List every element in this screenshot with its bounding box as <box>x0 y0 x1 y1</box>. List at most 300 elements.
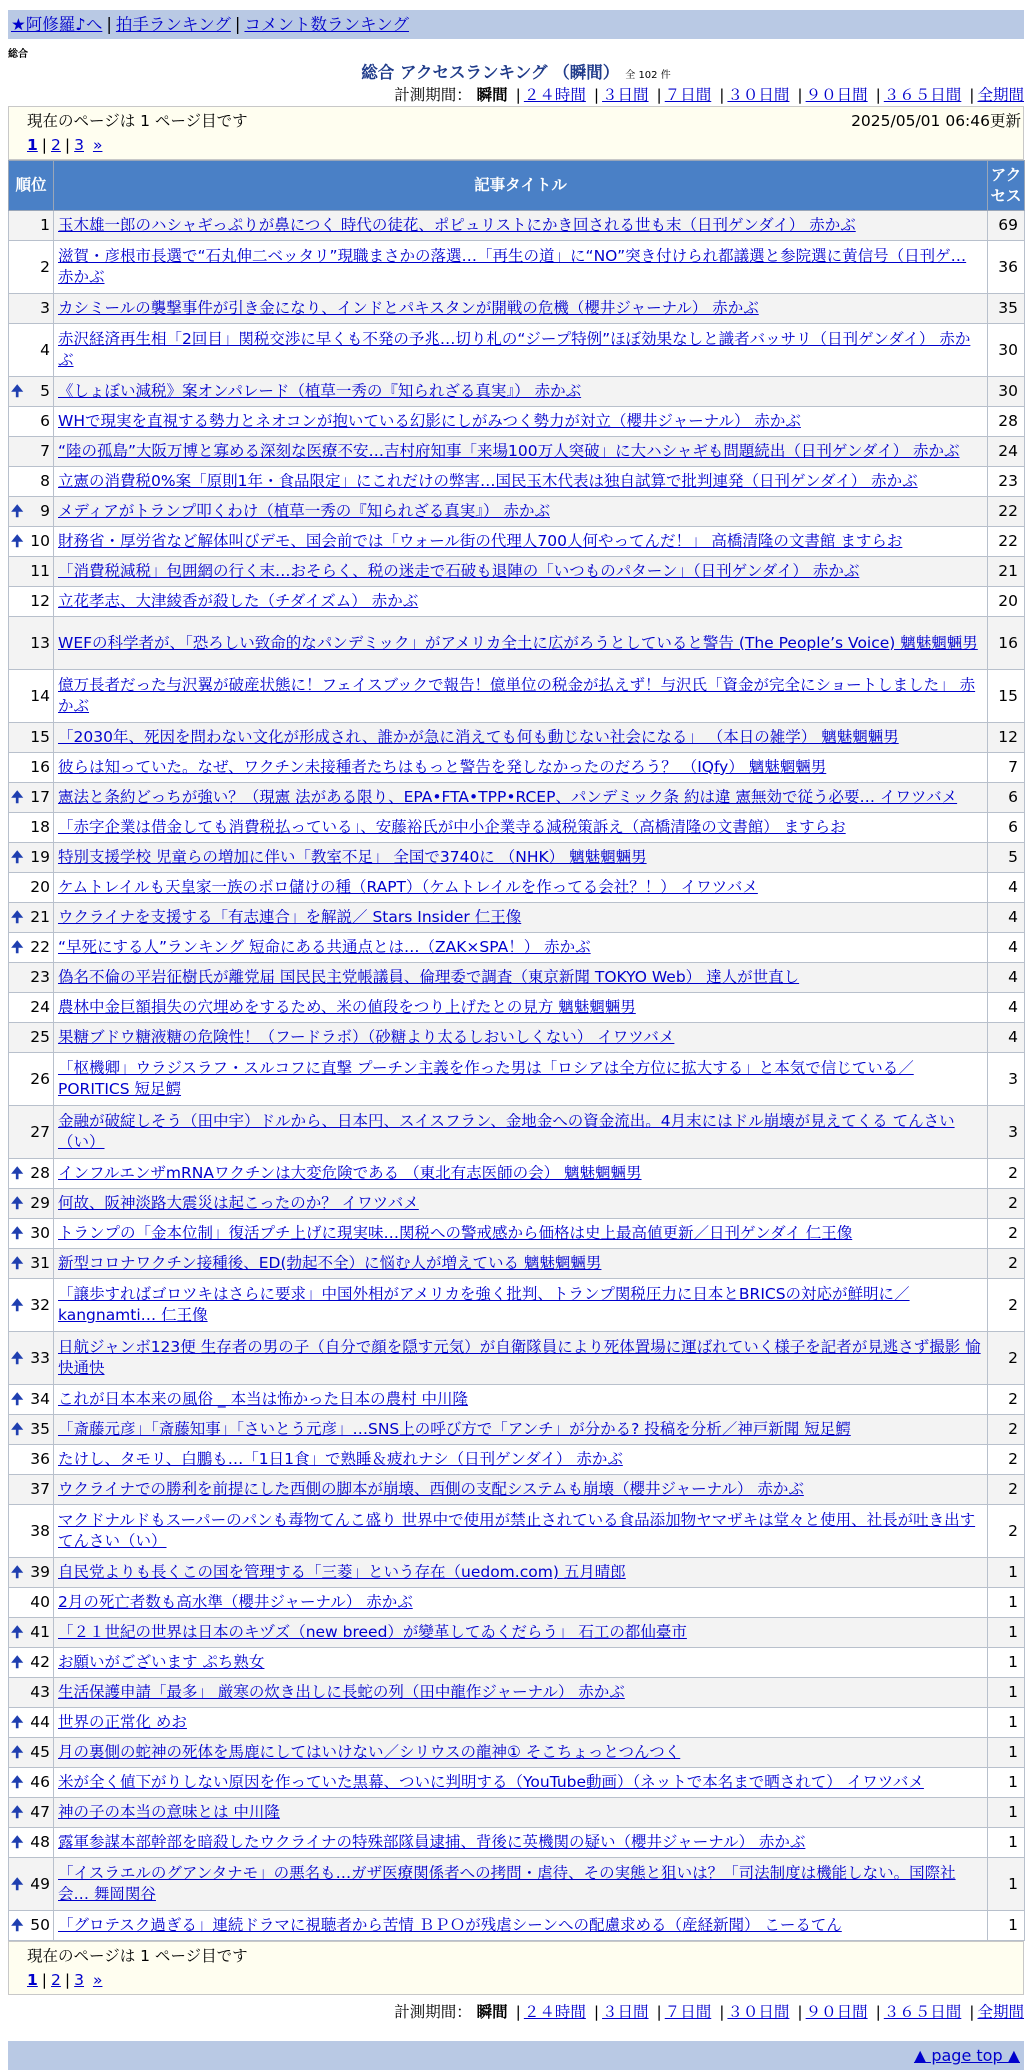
table-row <box>9 1475 1025 1505</box>
title-cell <box>54 1159 988 1189</box>
table-row <box>9 753 1025 783</box>
up-arrow-icon: 🠉 <box>11 1833 24 1851</box>
ranking-title: 総合 アクセスランキング （瞬間） <box>361 63 620 82</box>
rank-number: 41 <box>30 1623 50 1641</box>
rank-number: 27 <box>30 1122 50 1141</box>
access-count: 1 <box>988 1738 1025 1768</box>
rank-number: 25 <box>30 1028 50 1046</box>
title-cell <box>54 324 988 377</box>
up-arrow-icon: 🠉 <box>11 1390 24 1408</box>
article-link[interactable]: 「2030年、死因を問わない文化が形成され、誰かが急に消えても何も動じない社会になる」 （本日の雑学） 魑魅魍魎男 <box>58 728 899 746</box>
article-link[interactable]: 「グロテスク過ぎる」連続ドラマに視聴者から苦情 ＢＰＯが残虐シーンへの配慮求める（産経新聞） こーるてん <box>58 1916 842 1934</box>
rank-cell <box>9 1106 54 1159</box>
table-row <box>9 1189 1025 1219</box>
title-cell <box>54 670 988 723</box>
nav-sep: | <box>106 15 112 34</box>
rank-number: 10 <box>30 532 50 550</box>
article-link[interactable]: 日航ジャンボ123便 生存者の男の子（自分で顔を隠す元気）が自衛隊員により死体置場に運ばれていく様子を記者が見逃さず撮影 愉快通快 <box>58 1338 981 1377</box>
rank-cell <box>9 723 54 753</box>
article-link[interactable]: 「２１世紀の世界は日本のキヅズ（new breed）が變革してゐくだらう」 石工の都仙臺市 <box>58 1623 687 1641</box>
period-sep: | <box>593 2003 600 2021</box>
title-cell <box>54 527 988 557</box>
home-link[interactable]: ★阿修羅♪へ <box>11 15 103 34</box>
title-cell <box>54 1106 988 1159</box>
access-count: 6 <box>988 813 1025 843</box>
access-count: 3 <box>988 1106 1025 1159</box>
rank-cell <box>9 933 54 963</box>
table-row <box>9 1678 1025 1708</box>
access-count: 2 <box>988 1415 1025 1445</box>
article-link[interactable]: WHで現実を直視する勢力とネオコンが抱いている幻影にしがみつく勢力が対立（櫻井ジャーナル） 赤かぶ <box>58 412 801 430</box>
table-row <box>9 1106 1025 1159</box>
access-count: 1 <box>988 1768 1025 1798</box>
up-arrow-icon: 🠉 <box>11 1874 24 1893</box>
rank-cell <box>9 1023 54 1053</box>
access-count: 1 <box>988 1678 1025 1708</box>
rank-cell <box>9 1445 54 1475</box>
table-row <box>9 1648 1025 1678</box>
table-row <box>9 1053 1025 1106</box>
period-option[interactable]: ９０日間 <box>805 86 868 104</box>
access-count: 1 <box>988 1858 1025 1911</box>
title-cell <box>54 241 988 294</box>
clap-ranking-link[interactable]: 拍手ランキング <box>115 15 231 34</box>
period-current: 瞬間 <box>476 86 508 104</box>
rank-cell <box>9 783 54 813</box>
rank-cell <box>9 1505 54 1558</box>
article-link[interactable]: 農林中金巨額損失の穴埋めをするため、米の値段をつり上げたとの見方 魑魅魍魎男 <box>58 998 636 1016</box>
table-row <box>9 723 1025 753</box>
access-count: 3 <box>988 1053 1025 1106</box>
table-row <box>9 963 1025 993</box>
access-count: 2 <box>988 1332 1025 1385</box>
title-cell <box>54 903 988 933</box>
table-row <box>9 1911 1025 1941</box>
period-label: 計測期間： <box>394 2003 472 2021</box>
article-link[interactable]: 金融が破綻しそう（田中宇）ドルから、日本円、スイスフラン、金地金への資金流出。4月末にはドル崩壊が見えてくる てんさい（い） <box>58 1112 955 1151</box>
article-link[interactable]: 憲法と条約どっちが強い？（現憲 法がある限り、EPA•FTA•TPP•RCEP、パンデミック条 約は違 憲無効で従う必要… イワツバメ <box>58 788 958 806</box>
access-count: 2 <box>988 1279 1025 1332</box>
period-option[interactable]: 全期間 <box>977 86 1024 104</box>
rank-cell <box>9 873 54 903</box>
rank-number: 22 <box>30 938 50 956</box>
article-link[interactable]: 財務省・厚労省など解体叫びデモ、国会前では「ウォール街の代理人700人何やってんだ！」 高橋清隆の文書館 ますらお <box>58 532 903 550</box>
period-sep: | <box>656 86 662 104</box>
ranking-table <box>8 160 1025 1941</box>
rank-number: 29 <box>30 1194 50 1212</box>
up-arrow-icon: 🠉 <box>11 938 24 956</box>
rank-cell <box>9 241 54 294</box>
access-count: 4 <box>988 903 1025 933</box>
comment-ranking-link[interactable]: コメント数ランキング <box>244 15 409 34</box>
table-row <box>9 294 1025 324</box>
access-count: 7 <box>988 753 1025 783</box>
access-count: 1 <box>988 1798 1025 1828</box>
access-count: 22 <box>988 497 1025 527</box>
access-count: 4 <box>988 1023 1025 1053</box>
rank-cell <box>9 963 54 993</box>
title-cell <box>54 1445 988 1475</box>
rank-number: 23 <box>30 968 50 986</box>
rank-number: 6 <box>40 412 50 430</box>
rank-cell <box>9 1911 54 1941</box>
up-arrow-icon: 🠉 <box>11 1348 24 1367</box>
article-link[interactable]: 立花孝志、大津綾香が殺した（チダイズム） 赤かぶ <box>58 592 419 610</box>
period-sep: | <box>719 86 725 104</box>
page-status-bottom: 現在のページは 1 ページ目です <box>27 1947 248 1965</box>
article-link[interactable]: マクドナルドもスーパーのパンも毒物てんこ盛り 世界中で使用が禁止されている食品添加物ヤマザキは堂々と使用、社長が吐き出す てんさい（い） <box>58 1511 976 1550</box>
rank-number: 45 <box>30 1743 50 1761</box>
title-cell <box>54 1249 988 1279</box>
updated-timestamp: 2025/05/01 06:46更新 <box>851 112 1021 130</box>
table-row <box>9 377 1025 407</box>
next-page-link[interactable]: » <box>92 1971 103 1989</box>
up-arrow-icon: 🠉 <box>11 1194 24 1212</box>
article-link[interactable]: インフルエンザmRNAワクチンは大変危険である （東北有志医師の会） 魑魅魍魎男 <box>58 1164 642 1182</box>
title-cell <box>54 1505 988 1558</box>
rank-number: 31 <box>30 1254 50 1272</box>
up-arrow-icon: 🠉 <box>11 1653 24 1671</box>
article-link[interactable]: 立憲の消費税0%案「原則1年・食品限定」にこれだけの弊害…国民玉木代表は独自試算で批判連発（日刊ゲンダイ） 赤かぶ <box>58 472 918 490</box>
title-cell <box>54 587 988 617</box>
top-nav <box>8 10 1024 39</box>
page-top-link[interactable]: ▲ page top ▲ <box>913 2046 1020 2065</box>
article-link[interactable]: “陸の孤島”大阪万博と寡める深刻な医療不安…吉村府知事「来場100万人突破」に大ハシャギも問題続出（日刊ゲンダイ） 赤かぶ <box>58 442 960 460</box>
access-count: 1 <box>988 1708 1025 1738</box>
up-arrow-icon: 🠉 <box>11 788 24 806</box>
article-link[interactable]: 玉木雄一郎のハシャギっぷりが鼻につく 時代の徒花、ポピュリストにかき回される世も末（日刊ゲンダイ） 赤かぶ <box>58 216 856 234</box>
article-link[interactable]: 「消費税減税」包囲網の行く末…おそらく、税の迷走で石破も退陣の「いつものパターン」（日刊ゲンダイ） 赤かぶ <box>58 562 860 580</box>
article-link[interactable]: 露軍参謀本部幹部を暗殺したウクライナの特殊部隊員逮捕、背後に英機関の疑い（櫻井ジャーナル） 赤かぶ <box>58 1833 806 1851</box>
title-cell <box>54 1738 988 1768</box>
rank-number: 18 <box>30 818 50 836</box>
page-link[interactable]: 2 <box>51 1971 61 1989</box>
rank-cell <box>9 753 54 783</box>
access-count: 1 <box>988 1648 1025 1678</box>
rank-cell <box>9 497 54 527</box>
table-row <box>9 407 1025 437</box>
article-link[interactable]: 果糖ブドウ糖液糖の危険性！（フードラボ）（砂糖より太るしおいしくない） イワツバメ <box>58 1028 675 1046</box>
rank-number: 4 <box>40 340 50 359</box>
rank-cell <box>9 843 54 873</box>
title-cell <box>54 1708 988 1738</box>
access-count: 2 <box>988 1249 1025 1279</box>
table-row <box>9 1385 1025 1415</box>
article-link[interactable]: 「赤字企業は借金しても消費税払っている」、安藤裕氏が中小企業寺る減税策訴え（高橋清隆の文書館） ますらお <box>58 818 846 836</box>
table-row <box>9 1159 1025 1189</box>
title-cell <box>54 467 988 497</box>
page-link-current[interactable]: 1 <box>27 1971 38 1989</box>
title-cell <box>54 211 988 241</box>
title-cell <box>54 1219 988 1249</box>
access-count: 36 <box>988 241 1025 294</box>
title-cell <box>54 963 988 993</box>
period-option[interactable]: ２４時間 <box>523 86 586 104</box>
table-row <box>9 557 1025 587</box>
rank-number: 40 <box>30 1593 50 1611</box>
table-header <box>9 161 1025 211</box>
up-arrow-icon: 🠉 <box>11 908 24 926</box>
period-option[interactable]: ３日間 <box>602 2003 649 2021</box>
access-count: 30 <box>988 377 1025 407</box>
article-link[interactable]: 米が全く値下がりしない原因を作っていた黒幕、ついに判明する（YouTube動画）（ネットで本名まで晒されて） イワツバメ <box>58 1773 924 1791</box>
rank-number: 44 <box>30 1713 50 1731</box>
rank-number: 16 <box>30 758 50 776</box>
title-cell <box>54 1023 988 1053</box>
rank-number: 11 <box>30 562 50 580</box>
rank-number: 9 <box>40 502 50 520</box>
title-cell <box>54 497 988 527</box>
article-link[interactable]: 神の子の本当の意味とは 中川隆 <box>58 1803 280 1821</box>
access-count: 12 <box>988 723 1025 753</box>
access-count: 4 <box>988 963 1025 993</box>
period-option[interactable]: ９０日間 <box>805 2003 868 2021</box>
rank-number: 20 <box>30 878 50 896</box>
table-row <box>9 1858 1025 1911</box>
access-count: 30 <box>988 324 1025 377</box>
title-cell <box>54 1588 988 1618</box>
table-row <box>9 497 1025 527</box>
access-count: 23 <box>988 467 1025 497</box>
title-cell <box>54 1858 988 1911</box>
up-arrow-icon: 🠉 <box>11 1916 24 1934</box>
up-arrow-icon: 🠉 <box>11 1420 24 1438</box>
period-sep: | <box>515 2003 521 2021</box>
article-link[interactable]: 「譲歩すればゴロツキはさらに要求」中国外相がアメリカを強く批判、トランプ関税圧力に日本とBRICSの対応が鮮明に／ kangnamti… 仁王像 <box>58 1285 910 1324</box>
rank-cell <box>9 1798 54 1828</box>
rank-cell <box>9 903 54 933</box>
page-sep: | <box>41 1971 48 1989</box>
header-rank: 順位 <box>9 161 54 211</box>
table-row <box>9 1023 1025 1053</box>
article-link[interactable]: ケムトレイルも天皇家一族のボロ儲けの種（RAPT）（ケムトレイルを作ってる会社？！） イワツバメ <box>58 878 758 896</box>
period-sep: | <box>969 86 975 104</box>
rank-cell <box>9 294 54 324</box>
table-row <box>9 783 1025 813</box>
up-arrow-icon: 🠉 <box>11 1803 24 1821</box>
article-link[interactable]: 偽名不倫の平岩征樹氏が離党届 国民民主党帳議員、倫理委で調査（東京新聞 TOKYO Web） 達人が世直し <box>58 968 800 986</box>
article-link[interactable]: 「斎藤元彦」「斎藤知事」「さいとう元彦」…SNS上の呼び方で「アンチ」が分かる? 投稿を分析／神戸新聞 短足鰐 <box>58 1420 851 1438</box>
table-row <box>9 933 1025 963</box>
table-row <box>9 1558 1025 1588</box>
rank-number: 35 <box>30 1420 50 1438</box>
rank-cell <box>9 993 54 1023</box>
article-link[interactable]: 世界の正常化 めお <box>58 1713 187 1731</box>
page-sep: | <box>64 1971 71 1989</box>
period-option[interactable]: ３０日間 <box>727 86 790 104</box>
rank-cell <box>9 1053 54 1106</box>
table-row <box>9 873 1025 903</box>
period-option[interactable]: ３６５日間 <box>883 86 962 104</box>
rank-number: 49 <box>30 1874 50 1893</box>
rank-cell <box>9 437 54 467</box>
article-link[interactable]: 自民党よりも長くこの国を管理する「三菱」という存在（uedom.com) 五月晴郎 <box>58 1563 626 1581</box>
rank-number: 15 <box>30 728 50 746</box>
article-link[interactable]: 滋賀・彦根市長選で“石丸伸二ベッタリ”現職まさかの落選…「再生の道」に“NO”突き付けられ都議選と参院選に黄信号（日刊ゲ… 赤かぶ <box>58 247 967 286</box>
rank-cell <box>9 813 54 843</box>
title-cell <box>54 723 988 753</box>
table-row <box>9 1588 1025 1618</box>
up-arrow-icon: 🠉 <box>11 382 24 400</box>
table-row <box>9 467 1025 497</box>
access-count: 21 <box>988 557 1025 587</box>
title-cell <box>54 783 988 813</box>
rank-cell <box>9 527 54 557</box>
table-row <box>9 903 1025 933</box>
article-link[interactable]: 《しょぼい減税》案オンパレード（植草一秀の『知られざる真実』） 赤かぶ <box>58 382 582 400</box>
period-option[interactable]: ７日間 <box>664 86 712 104</box>
article-link[interactable]: 「イスラエルのグアンタナモ」の悪名も…ガザ医療関係者への拷問・虐待、その実態と狙いは？「司法制度は機能しない。国際社会… 舞岡関谷 <box>58 1864 956 1903</box>
period-option[interactable]: ７日間 <box>664 2003 712 2021</box>
page-sep: | <box>64 136 71 154</box>
rank-cell <box>9 1475 54 1505</box>
table-row <box>9 1618 1025 1648</box>
table-row <box>9 670 1025 723</box>
header-title: 記事タイトル <box>54 161 988 211</box>
period-label: 計測期間： <box>394 86 472 104</box>
article-link[interactable]: 億万長者だった与沢翼が破産状態に！フェイスブックで報告！億単位の税金が払えず！与沢氏「資金が完全にショートしました」 赤かぶ <box>58 676 976 715</box>
rank-cell <box>9 1415 54 1445</box>
article-link[interactable]: 赤沢経済再生相「2回目」関税交渉に早くも不発の予兆…切り札の“ジープ特例”ほぼ効果なしと識者バッサリ（日刊ゲンダイ） 赤かぶ <box>58 330 971 369</box>
rank-cell <box>9 377 54 407</box>
table-row <box>9 993 1025 1023</box>
table-row <box>9 1768 1025 1798</box>
article-link[interactable]: 「枢機卿」ウラジスラフ・スルコフに直撃 プーチン主義を作った男は「ロシアは全方位に拡大する」と本気で信じている／ PORITICS 短足鰐 <box>58 1059 914 1098</box>
access-count: 1 <box>988 1911 1025 1941</box>
rank-cell <box>9 1558 54 1588</box>
title-cell <box>54 1475 988 1505</box>
article-link[interactable]: メディアがトランプ叩くわけ（植草一秀の『知られざる真実』） 赤かぶ <box>58 502 550 520</box>
access-count: 1 <box>988 1558 1025 1588</box>
article-link[interactable]: たけし、タモリ、白鵬も…「1日1食」で熟睡＆疲れナシ（日刊ゲンダイ） 赤かぶ <box>58 1450 623 1468</box>
article-link[interactable]: 彼らは知っていた。なぜ、ワクチン未接種者たちはもっと警告を発しなかったのだろう？ （IQfy） 魑魅魍魎男 <box>58 758 827 776</box>
access-count: 1 <box>988 1828 1025 1858</box>
period-sep: | <box>515 86 521 104</box>
rank-number: 32 <box>30 1295 50 1314</box>
rank-number: 37 <box>30 1480 50 1498</box>
rank-number: 8 <box>40 472 50 490</box>
rank-cell <box>9 1828 54 1858</box>
article-link[interactable]: 月の裏側の蛇神の死体を馬鹿にしてはいけない／シリウスの龍神① そこちょっとつんつく <box>58 1743 681 1761</box>
table-row <box>9 587 1025 617</box>
access-count: 1 <box>988 1618 1025 1648</box>
access-count: 4 <box>988 993 1025 1023</box>
period-sep: | <box>875 2003 881 2021</box>
article-link[interactable]: ウクライナを支援する「有志連合」を解説／ Stars Insider 仁王像 <box>58 908 522 926</box>
nav-sep: | <box>234 15 241 34</box>
period-sep: | <box>797 86 803 104</box>
access-count: 2 <box>988 1445 1025 1475</box>
article-link[interactable]: ウクライナでの勝利を前提にした西側の脚本が崩壊、西側の支配システムも崩壊（櫻井ジャーナル） 赤かぶ <box>58 1480 804 1498</box>
table-row <box>9 1219 1025 1249</box>
next-page-link[interactable]: » <box>92 136 103 154</box>
title-cell <box>54 1385 988 1415</box>
title-cell <box>54 1279 988 1332</box>
rank-number: 43 <box>30 1683 50 1701</box>
table-row <box>9 324 1025 377</box>
title-cell <box>54 437 988 467</box>
rank-cell <box>9 1159 54 1189</box>
up-arrow-icon: 🠉 <box>11 1295 24 1314</box>
pagination <box>27 133 1021 157</box>
access-count: 1 <box>988 1588 1025 1618</box>
page-link[interactable]: 2 <box>51 136 61 154</box>
article-link[interactable]: 生活保護申請「最多」 厳寒の炊き出しに長蛇の列（田中龍作ジャーナル） 赤かぶ <box>58 1683 625 1701</box>
page-link[interactable]: 3 <box>74 1971 85 1989</box>
up-arrow-icon: 🠉 <box>11 532 24 550</box>
article-link[interactable]: これが日本本来の風俗 _ 本当は怖かった日本の農村 中川隆 <box>58 1390 469 1408</box>
period-option[interactable]: ３６５日間 <box>883 2003 962 2021</box>
access-count: 2 <box>988 1475 1025 1505</box>
article-link[interactable]: 特別支援学校 児童らの増加に伴い「教室不足」 全国で3740に （NHK） 魑魅魍魎男 <box>58 848 647 866</box>
up-arrow-icon: 🠉 <box>11 1224 24 1242</box>
header-access: アクセス <box>988 161 1025 211</box>
access-count: 2 <box>988 1385 1025 1415</box>
up-arrow-icon: 🠉 <box>11 1773 24 1791</box>
table-row <box>9 1798 1025 1828</box>
page-link[interactable]: 3 <box>74 136 85 154</box>
rank-number: 14 <box>30 686 50 705</box>
rank-number: 24 <box>30 998 50 1016</box>
access-count: 2 <box>988 1219 1025 1249</box>
rank-number: 30 <box>30 1224 50 1242</box>
page-link-current[interactable]: 1 <box>27 136 38 154</box>
article-link[interactable]: WEFの科学者が、「恐ろしい致命的なパンデミック」がアメリカ全土に広がろうとしていると警告 (The People’s Voice) 魑魅魍魎男 <box>58 633 978 652</box>
article-link[interactable]: トランプの「金本位制」復活プチ上げに現実味…関税への警戒感から価格は史上最高値更新／日刊ゲンダイ 仁王像 <box>58 1224 853 1242</box>
page-info-bottom <box>8 1941 1024 1995</box>
period-option[interactable]: ３０日間 <box>727 2003 790 2021</box>
page-status-text: 現在のページは 1 ページ目です <box>27 112 248 130</box>
rank-cell <box>9 557 54 587</box>
title-cell <box>54 843 988 873</box>
article-link[interactable]: 新型コロナワクチン接種後、ED(勃起不全）に悩む人が増えている 魑魅魍魎男 <box>58 1254 602 1272</box>
up-arrow-icon: 🠉 <box>11 1164 24 1182</box>
access-count: 22 <box>988 527 1025 557</box>
article-link[interactable]: お願いがございます ぷち熟女 <box>58 1653 265 1671</box>
category-label: 総合 <box>8 49 28 60</box>
access-count: 35 <box>988 294 1025 324</box>
period-option[interactable]: 全期間 <box>977 2003 1024 2021</box>
article-link[interactable]: 何故、阪神淡路大震災は起こったのか？ イワツバメ <box>58 1194 419 1212</box>
access-count: 15 <box>988 670 1025 723</box>
rank-cell <box>9 670 54 723</box>
table-row <box>9 1332 1025 1385</box>
rank-number: 3 <box>40 299 50 317</box>
rank-number: 39 <box>30 1563 50 1581</box>
period-option[interactable]: ３日間 <box>602 86 649 104</box>
rank-number: 42 <box>30 1653 50 1671</box>
rank-cell <box>9 324 54 377</box>
table-row <box>9 1415 1025 1445</box>
up-arrow-icon: 🠉 <box>11 502 24 520</box>
access-count: 5 <box>988 843 1025 873</box>
rank-number: 28 <box>30 1164 50 1182</box>
rank-cell <box>9 1678 54 1708</box>
up-arrow-icon: 🠉 <box>11 848 24 866</box>
article-link[interactable]: 2月の死亡者数も高水準（櫻井ジャーナル） 赤かぶ <box>58 1593 413 1611</box>
rank-cell <box>9 1768 54 1798</box>
table-row <box>9 1828 1025 1858</box>
period-option[interactable]: ２４時間 <box>523 2003 586 2021</box>
title-cell <box>54 753 988 783</box>
period-sep: | <box>719 2003 725 2021</box>
title-cell <box>54 1678 988 1708</box>
total-count: 全 102 件 <box>625 70 671 81</box>
period-sep: | <box>656 2003 662 2021</box>
rank-number: 38 <box>30 1521 50 1540</box>
article-link[interactable]: カシミールの襲撃事件が引き金になり、インドとパキスタンが開戦の危機（櫻井ジャーナル） 赤かぶ <box>58 299 759 317</box>
article-link[interactable]: “早死にする人”ランキング 短命にある共通点とは…（ZAK×SPA！） 赤かぶ <box>58 938 591 956</box>
